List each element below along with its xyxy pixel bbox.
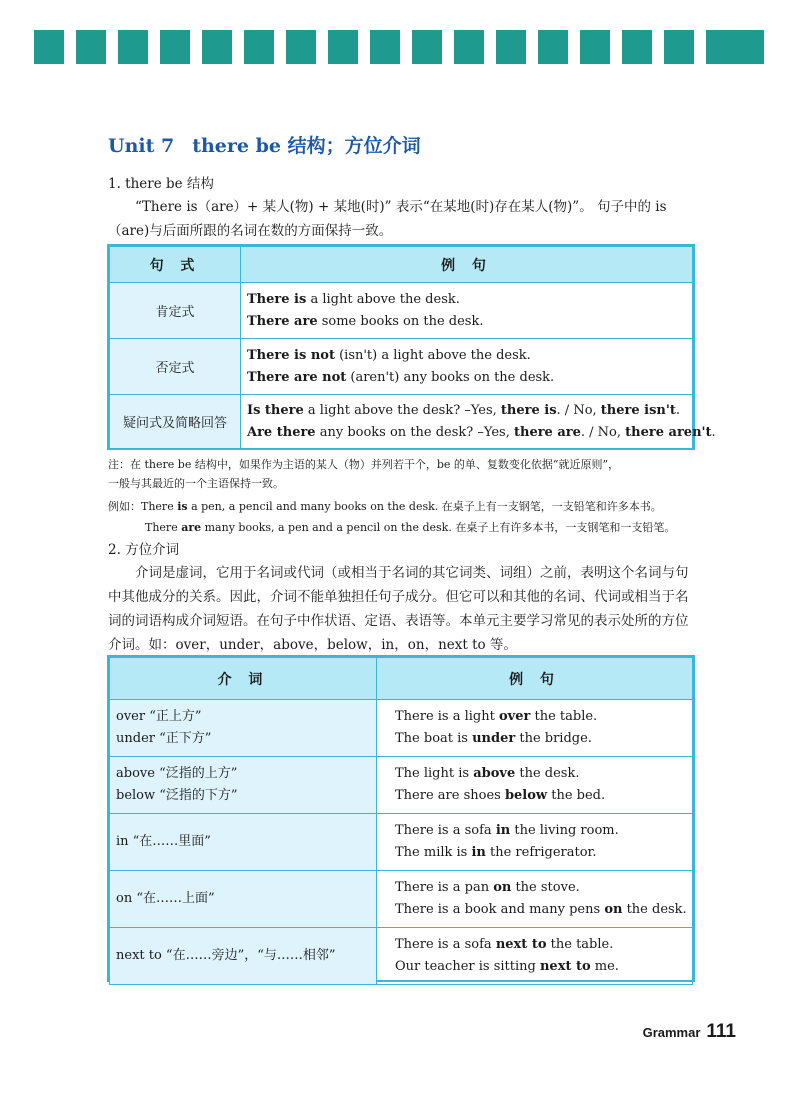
example-line	[395, 899, 686, 921]
text-segment: There is a sofa	[395, 937, 496, 952]
keyword: next to	[539, 959, 591, 974]
preposition-label: over “正上方”	[116, 709, 202, 724]
prepositions-table	[107, 655, 695, 982]
text-segment: There	[145, 521, 182, 534]
example-line	[395, 842, 686, 864]
keyword: There is	[247, 291, 307, 307]
keyword: is	[177, 500, 188, 513]
keyword: there are	[513, 424, 581, 440]
text-segment: There are shoes	[395, 788, 505, 803]
keyword: Are there	[247, 424, 316, 440]
table1-row-label: 肯定式	[110, 283, 241, 339]
keyword: below	[504, 788, 548, 803]
text-segment: The milk is	[395, 845, 472, 860]
keyword: on	[604, 902, 623, 917]
text-segment: There is a light	[395, 709, 499, 724]
note-line: 一般与其最近的一个主语保持一致。	[108, 477, 284, 490]
example-line	[395, 785, 686, 807]
preposition-label: under “正下方”	[116, 731, 212, 746]
keyword: there is	[500, 402, 557, 418]
table1-header-example: 例 句	[241, 247, 693, 283]
keyword: next to	[495, 937, 547, 952]
text-segment: (aren't) any books on the desk.	[346, 369, 555, 385]
text-segment: .	[711, 424, 716, 440]
text-segment: The boat is	[395, 731, 473, 746]
text-segment: .	[675, 402, 681, 418]
example-line	[395, 728, 686, 750]
preposition-label: in “在……里面”	[116, 834, 211, 849]
preposition-label: below “泛指的下方”	[116, 788, 238, 803]
table2-header-example: 例 句	[377, 658, 693, 700]
header-square	[76, 30, 106, 64]
table1-header-form: 句 式	[110, 247, 241, 283]
there-be-table	[107, 244, 716, 450]
header-square	[244, 30, 274, 64]
section2-heading: 2. 方位介词	[108, 542, 180, 558]
text-segment: a light above the desk? –Yes,	[303, 402, 501, 418]
example-line	[395, 820, 686, 842]
header-square	[370, 30, 400, 64]
header-square	[34, 30, 64, 64]
header-square	[664, 30, 694, 64]
example-line	[395, 934, 686, 956]
keyword: above	[473, 766, 516, 781]
text-segment: a pen, a pencil and many books on the desk. 在桌子上有一支钢笔，一支铅笔和许多本书。	[187, 500, 662, 513]
example-line	[247, 422, 716, 444]
text-segment: There is a sofa	[395, 823, 496, 838]
text-segment: the desk.	[515, 766, 580, 781]
example-line	[247, 289, 686, 311]
page-footer	[643, 1021, 736, 1043]
note-example	[145, 519, 675, 537]
text-segment: . / No,	[580, 424, 626, 440]
example-line	[395, 956, 686, 978]
text-segment: the stove.	[511, 880, 580, 895]
keyword: in	[495, 823, 511, 838]
keyword: in	[471, 845, 486, 860]
text-segment: the desk.	[622, 902, 687, 917]
text-segment: Our teacher is sitting	[395, 959, 540, 974]
keyword: there isn't	[600, 402, 676, 418]
text-segment: (isn't) a light above the desk.	[334, 347, 531, 363]
keyword: There is not	[247, 347, 335, 363]
text-segment: a light above the desk.	[306, 291, 460, 307]
header-decoration	[34, 30, 754, 64]
text-segment: The light is	[395, 766, 474, 781]
header-square	[412, 30, 442, 64]
header-square	[706, 30, 764, 64]
text-segment: the refrigerator.	[485, 845, 597, 860]
section1-intro: “There is（are）+ 某人(物) + 某地(时)” 表示“在某地(时)存在某人(物)”。 句子中的 is（are)与后面所跟的名词在数的方面保持一致。	[108, 199, 667, 239]
unit-label: Unit 7	[108, 135, 175, 157]
header-square	[286, 30, 316, 64]
example-line	[395, 763, 686, 785]
text-segment: the bridge.	[515, 731, 592, 746]
header-square	[580, 30, 610, 64]
header-square	[496, 30, 526, 64]
text-segment: There is a pan	[395, 880, 494, 895]
section2-intro: 介词是虚词，它用于名词或代词（或相当于名词的其它词类、词组）之前，表明这个名词与句中其他成分的关系。因此，介词不能单独担任句子成分。但它可以和其他的名词、代词或相当于名词的词语构成介词短语。在句子中作状语、定语、表语等。本单元主要学习常见的表示处所的方位介词。如：over，under，above，below，in，on，next to 等。	[108, 565, 689, 653]
keyword: under	[472, 731, 516, 746]
table2-header-preposition: 介 词	[110, 658, 377, 700]
footer-section: Grammar	[642, 1025, 701, 1040]
keyword: Is there	[247, 402, 304, 418]
header-square	[454, 30, 484, 64]
keyword: There are not	[247, 369, 347, 385]
example-line	[247, 345, 686, 367]
note-line: 注：在 there be 结构中，如果作为主语的某人（物）并列若干个，be 的单、复数变化依据“就近原则”，	[108, 458, 620, 471]
example-line	[395, 706, 686, 728]
example-line	[247, 400, 686, 422]
section1-heading: 1. there be 结构	[108, 176, 214, 192]
text-segment: the bed.	[547, 788, 606, 803]
preposition-label: above “泛指的上方”	[116, 766, 238, 781]
text-segment: the table.	[546, 937, 614, 952]
text-segment: the living room.	[510, 823, 619, 838]
text-segment: . / No,	[556, 402, 601, 418]
page-title	[108, 131, 421, 158]
table1-row-label: 否定式	[110, 339, 241, 395]
text-segment: me.	[590, 959, 619, 974]
text-segment: the table.	[530, 709, 598, 724]
text-segment: There is a book and many pens	[395, 902, 605, 917]
preposition-label: on “在……上面”	[116, 891, 215, 906]
text-segment: many books, a pen and a pencil on the desk. 在桌子上有许多本书，一支钢笔和一支铅笔。	[201, 521, 676, 534]
keyword: There are	[247, 313, 318, 329]
header-square	[328, 30, 358, 64]
keyword: there aren't	[625, 424, 712, 440]
note-example	[108, 498, 662, 516]
preposition-label: next to “在……旁边”，“与……相邻”	[116, 948, 336, 963]
unit-topic: there be 结构；方位介词	[192, 135, 421, 157]
text-segment: 例如：There	[108, 500, 178, 513]
header-square	[118, 30, 148, 64]
header-square	[160, 30, 190, 64]
example-line	[247, 311, 686, 333]
header-square	[202, 30, 232, 64]
keyword: over	[499, 709, 531, 724]
text-segment: some books on the desk.	[317, 313, 484, 329]
keyword: on	[493, 880, 512, 895]
example-line	[395, 877, 686, 899]
header-square	[538, 30, 568, 64]
table1-row-label: 疑问式及简略回答	[110, 395, 241, 449]
header-square	[622, 30, 652, 64]
keyword: are	[181, 521, 202, 534]
page-number: 111	[706, 1021, 736, 1042]
example-line	[247, 367, 686, 389]
text-segment: any books on the desk? –Yes,	[315, 424, 514, 440]
